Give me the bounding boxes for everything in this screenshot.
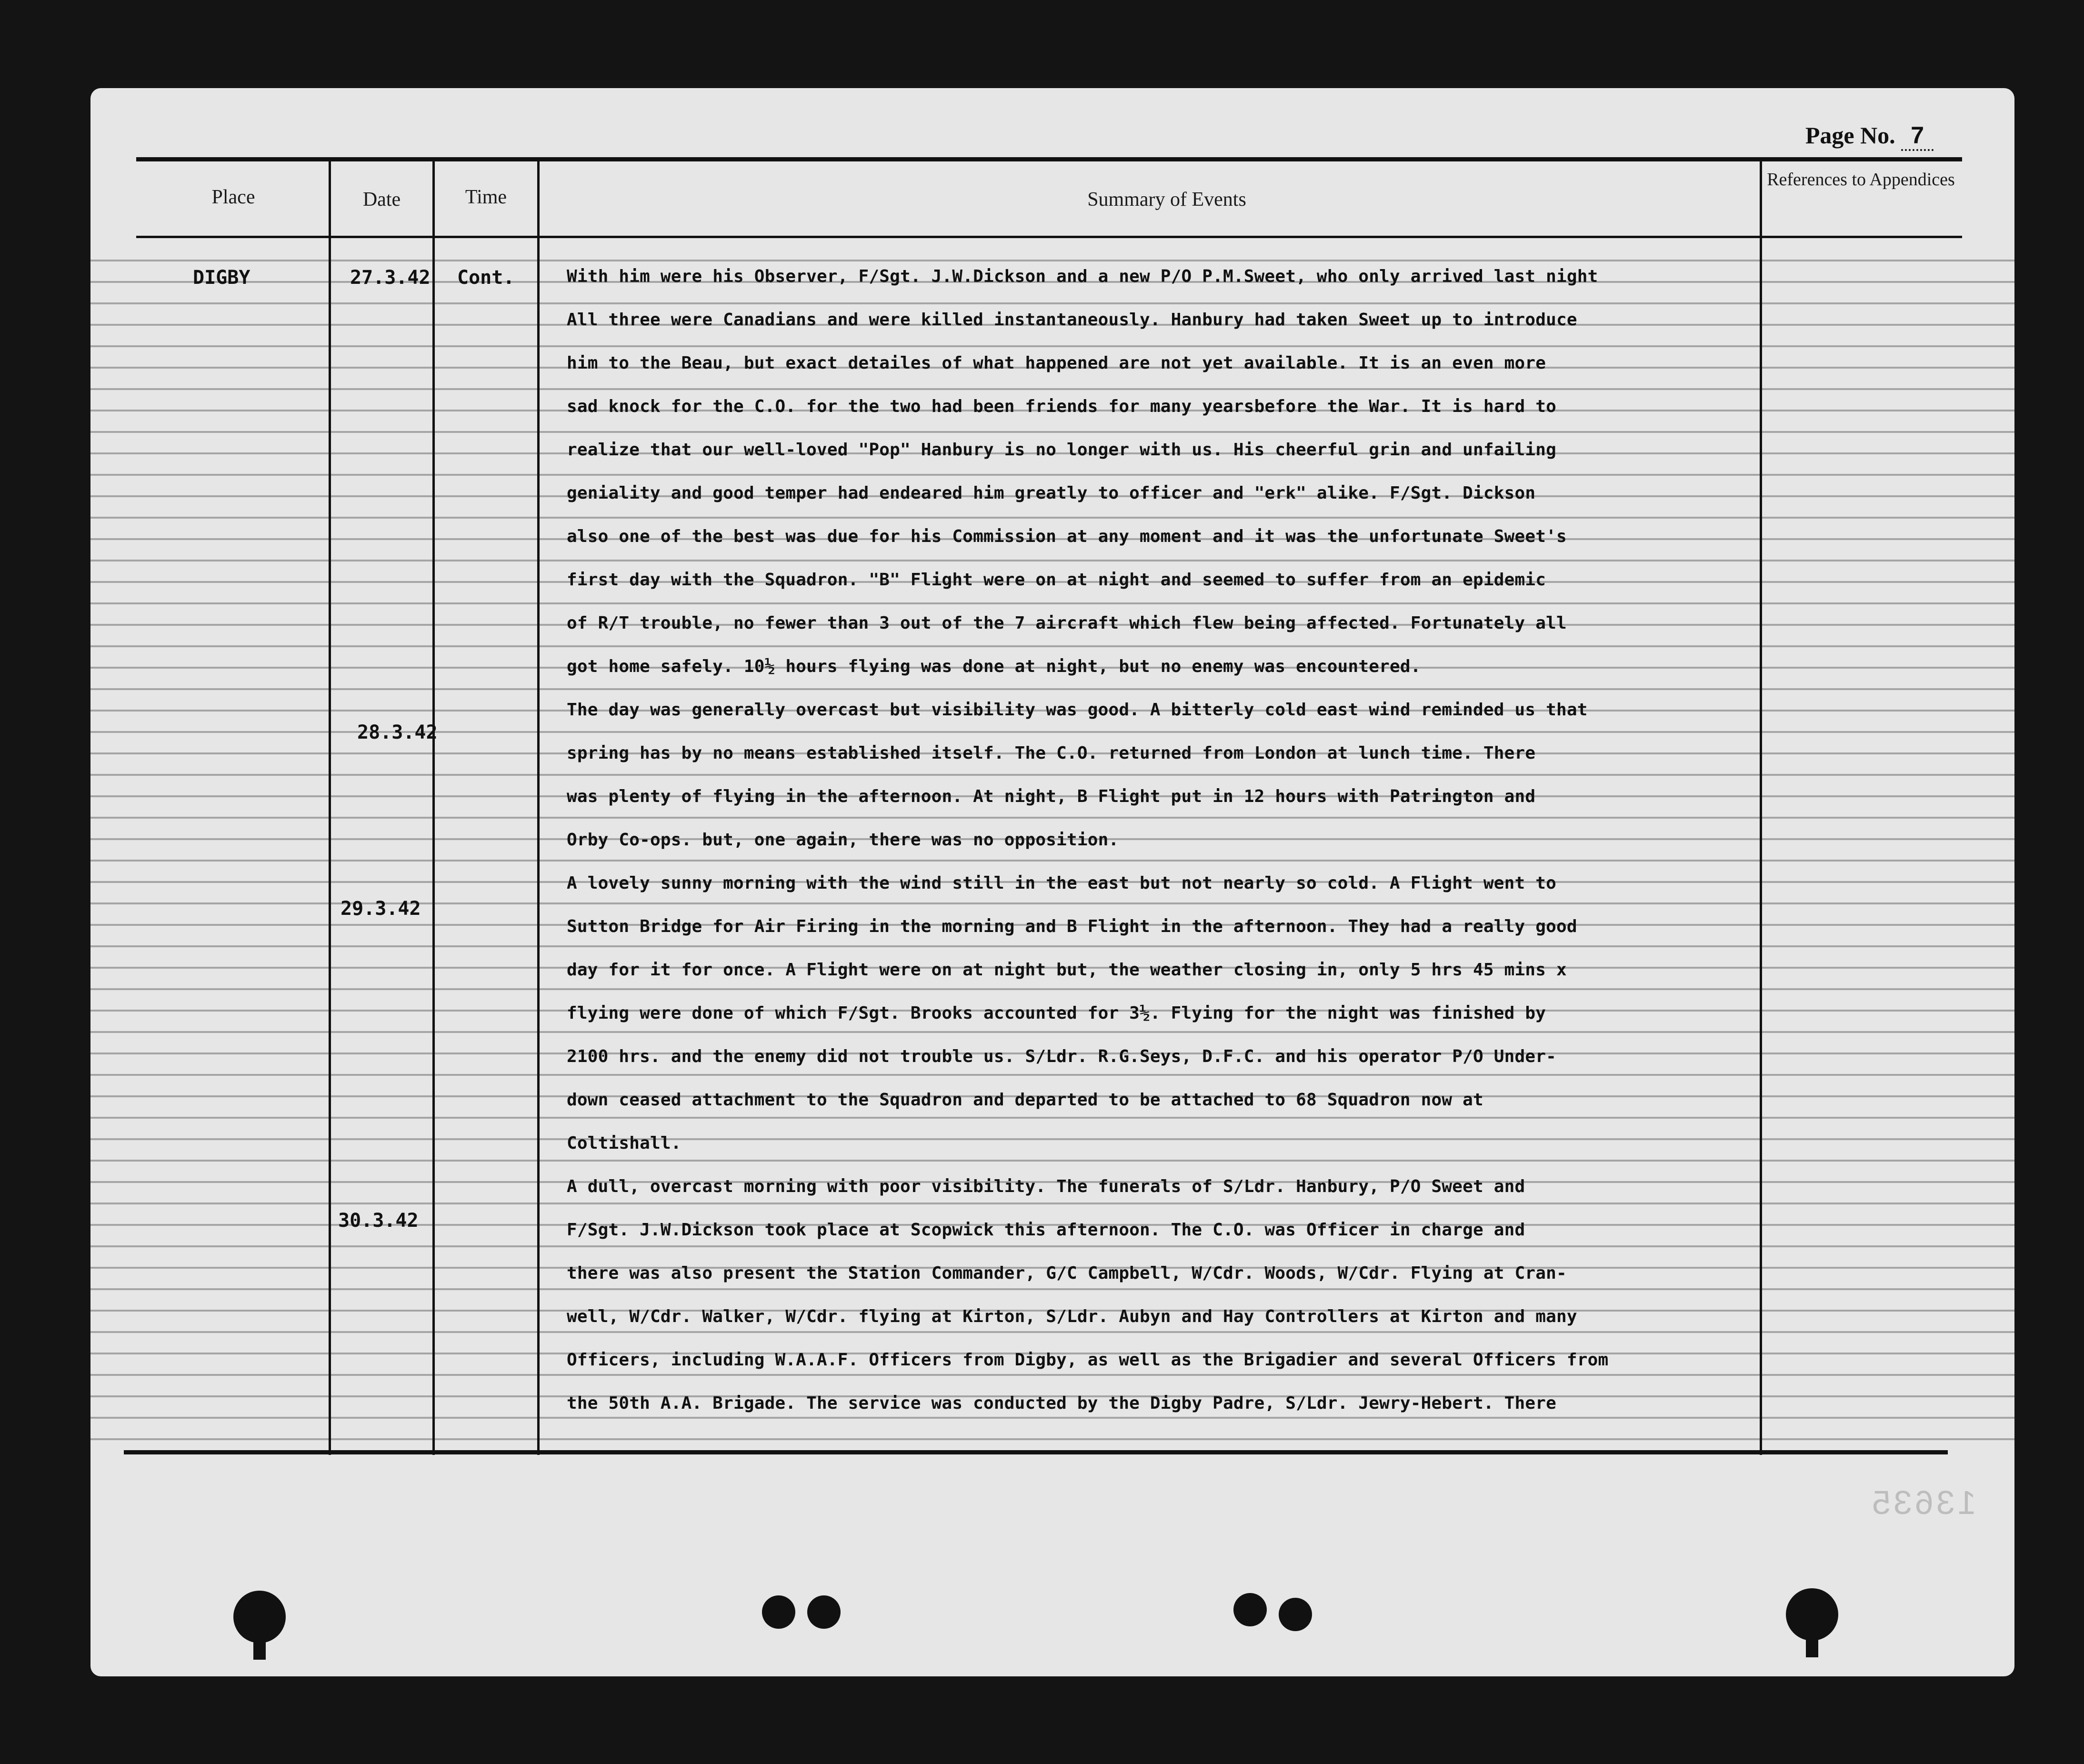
header-place: Place [211,186,255,208]
diary-page [90,88,2014,1676]
ruled-line [90,1074,2014,1076]
ruled-line [90,1288,2014,1290]
summary-line: Coltishall. [567,1133,681,1153]
ruled-line [90,1160,2014,1162]
binder-hole [1233,1593,1267,1626]
ruled-line [90,602,2014,604]
ruled-line [90,860,2014,862]
summary-line: With him were his Observer, F/Sgt. J.W.Dickson and a new P/O P.M.Sweet, who only arrived last night [567,267,1598,286]
summary-line: there was also present the Station Commander, G/C Campbell, W/Cdr. Woods, W/Cdr. Flying at Cran- [567,1263,1567,1283]
summary-line: geniality and good temper had endeared him greatly to officer and "erk" alike. F/Sgt. Dickson [567,483,1536,503]
ruled-line [90,1117,2014,1119]
summary-line: realize that our well-loved "Pop" Hanbury is no longer with us. His cheerful grin and unfailing [567,440,1557,460]
binder-hole [1806,1634,1818,1657]
summary-line: The day was generally overcast but visibility was good. A bitterly cold east wind reminded us that [567,700,1588,720]
ruled-line [90,431,2014,433]
binder-hole [253,1636,266,1660]
entry-date: 27.3.42 [350,267,431,289]
page-number-value: 7 [1901,121,1934,151]
summary-line: Sutton Bridge for Air Firing in the morning and B Flight in the afternoon. They had a really good [567,917,1577,936]
ruled-line [90,774,2014,776]
summary-line: F/Sgt. J.W.Dickson took place at Scopwick this afternoon. The C.O. was Officer in charge and [567,1220,1525,1240]
ruled-line [90,1331,2014,1333]
entry-time: Cont. [457,267,515,289]
summary-line: was plenty of flying in the afternoon. At night, B Flight put in 12 hours with Patrington and [567,787,1536,806]
summary-line: All three were Canadians and were killed instantaneously. Hanbury had taken Sweet up to introduce [567,310,1577,330]
table-bottom-rule [124,1450,1948,1454]
summary-line: him to the Beau, but exact detailes of what happened are not yet available. It is an even more [567,353,1546,373]
summary-line: flying were done of which F/Sgt. Brooks accounted for 3½. Flying for the night was finished by [567,1003,1546,1023]
ruled-line [90,1417,2014,1419]
page-number [1805,121,1934,151]
ruled-line [90,1438,2014,1440]
summary-line: A lovely sunny morning with the wind still in the east but not nearly so cold. A Flight went to [567,873,1557,893]
ruled-line [90,1245,2014,1247]
reverse-stamp: 13635 [1869,1484,1976,1521]
binder-hole [1786,1588,1838,1641]
summary-line: day for it for once. A Flight were on at night but, the weather closing in, only 5 hrs 45 mins x [567,960,1567,980]
ruled-line [90,388,2014,390]
summary-line: Orby Co-ops. but, one again, there was no opposition. [567,830,1119,850]
ruled-line [90,474,2014,476]
header-references: References to Appendices [1767,170,1955,190]
summary-line: the 50th A.A. Brigade. The service was conducted by the Digby Padre, S/Ldr. Jewry-Hebert. There [567,1393,1557,1413]
ruled-line [90,560,2014,561]
column-divider-date-time [432,157,435,1455]
column-divider-place-date [329,157,331,1455]
header-date: Date [362,189,401,210]
binder-hole [807,1595,841,1629]
entry-date: 30.3.42 [338,1210,419,1232]
summary-line: A dull, overcast morning with poor visibility. The funerals of S/Ldr. Hanbury, P/O Sweet and [567,1177,1525,1196]
ruled-line [90,645,2014,647]
ruled-line [90,817,2014,819]
summary-line: down ceased attachment to the Squadron and departed to be attached to 68 Squadron now at [567,1090,1483,1110]
summary-line: 2100 hrs. and the enemy did not trouble us. S/Ldr. R.G.Seys, D.F.C. and his operator P/O Under- [567,1047,1557,1066]
entry-date: 28.3.42 [357,722,438,743]
ruled-line [90,345,2014,347]
summary-line: well, W/Cdr. Walker, W/Cdr. flying at Kirton, S/Ldr. Aubyn and Hay Controllers at Kirton and many [567,1307,1577,1326]
ruled-line [90,517,2014,519]
binder-hole [1279,1598,1312,1631]
summary-line: Officers, including W.A.A.F. Officers from Digby, as well as the Brigadier and several Officers from [567,1350,1609,1370]
ruled-line [90,302,2014,304]
binder-hole [762,1595,795,1629]
entry-date: 29.3.42 [341,898,421,920]
header-bottom-rule [136,236,1962,238]
binder-hole [233,1591,286,1643]
summary-line: spring has by no means established itself. The C.O. returned from London at lunch time. There [567,743,1536,763]
summary-line: sad knock for the C.O. for the two had been friends for many yearsbefore the War. It is hard to [567,397,1557,416]
column-divider-time-summary [537,157,540,1455]
ruled-line [90,945,2014,947]
ruled-line [90,1374,2014,1376]
ruled-line [90,1031,2014,1033]
header-summary: Summary of Events [1087,189,1246,210]
ruled-line [90,1203,2014,1204]
summary-line: got home safely. 10½ hours flying was done at night, but no enemy was encountered. [567,657,1421,676]
header-top-rule [136,157,1962,161]
ruled-line [90,688,2014,690]
ruled-line [90,988,2014,990]
header-time: Time [465,186,507,208]
entry-place: DIGBY [193,267,250,289]
summary-line: of R/T trouble, no fewer than 3 out of the 7 aircraft which flew being affected. Fortunately all [567,613,1567,633]
ruled-line [90,1138,2014,1140]
column-divider-summary-references [1760,157,1762,1455]
summary-line: first day with the Squadron. "B" Flight were on at night and seemed to suffer from an epidemic [567,570,1546,590]
ruled-line [90,260,2014,261]
page-number-label: Page No. [1805,122,1895,149]
summary-line: also one of the best was due for his Commission at any moment and it was the unfortunate Sweet's [567,527,1567,546]
